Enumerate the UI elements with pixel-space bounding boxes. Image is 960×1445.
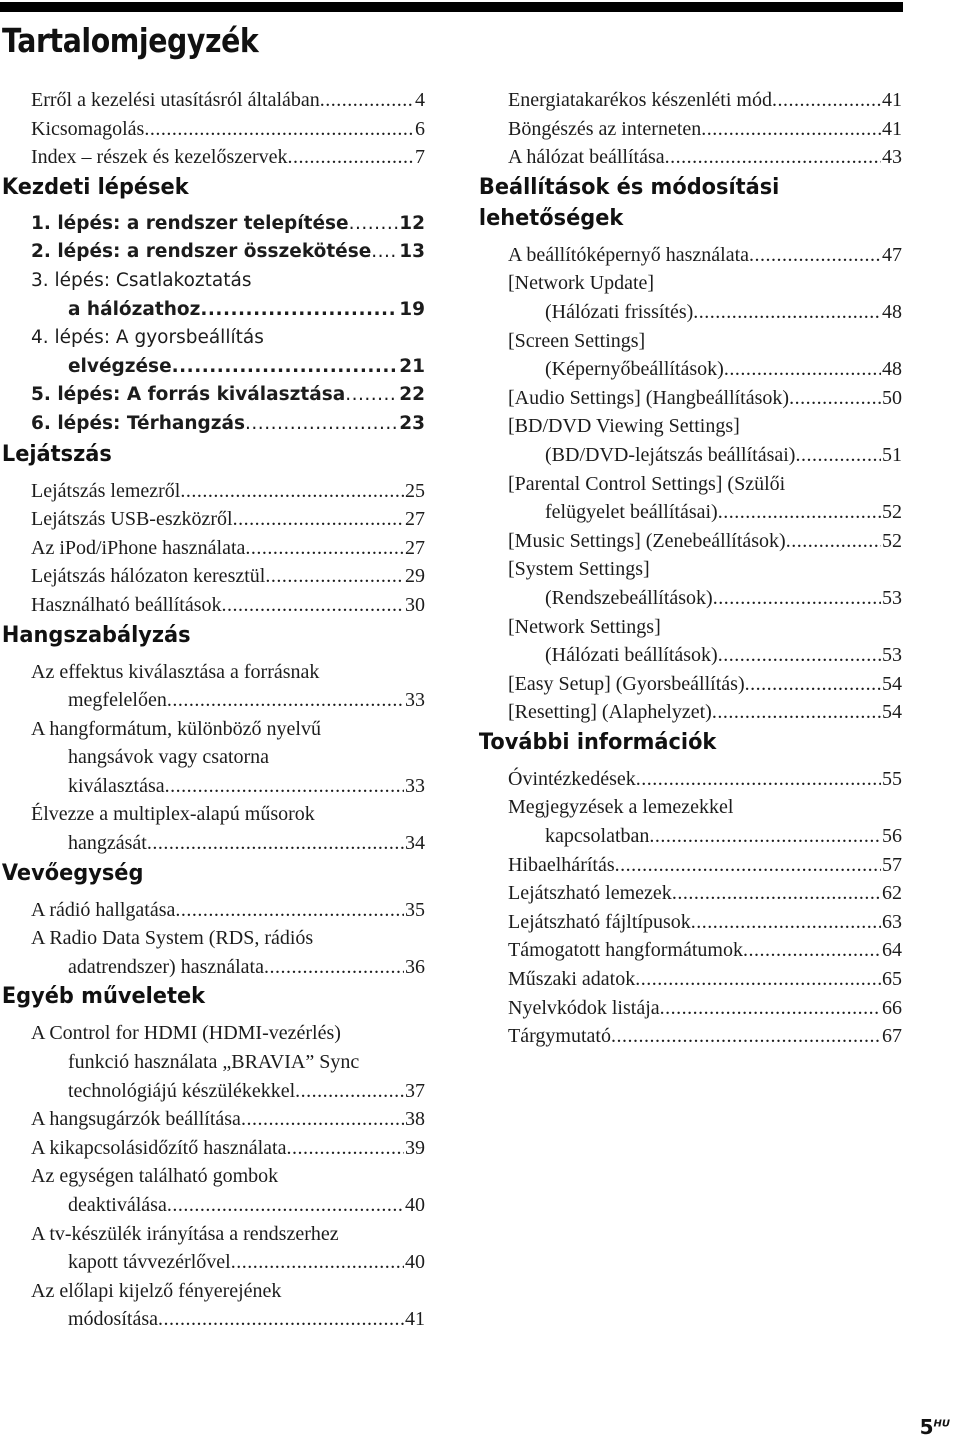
dot-leader: [158, 1305, 404, 1334]
dot-leader: [167, 1191, 404, 1220]
toc-entry[interactable]: [0, 477, 425, 506]
toc-entry[interactable]: [0, 1019, 425, 1105]
toc-entry[interactable]: [477, 269, 902, 326]
toc-entry[interactable]: [477, 1022, 902, 1051]
toc-entry[interactable]: [0, 410, 425, 439]
dot-leader: [795, 441, 881, 470]
toc-entry-text: 6. lépés: Térhangzás: [31, 412, 246, 434]
dot-leader: [615, 851, 881, 880]
dot-leader: [718, 641, 881, 670]
toc-entry-text: (BD/DVD-lejátszás beállításai): [545, 443, 796, 466]
toc-entry-text: [System Settings]: [508, 558, 650, 581]
toc-entry-text: A hálózat beállítása: [508, 146, 665, 169]
toc-page-number: 53: [882, 586, 902, 609]
page-number: [920, 1415, 950, 1439]
toc-entry-text: [BD/DVD Viewing Settings]: [508, 415, 740, 438]
toc-entry[interactable]: [477, 670, 902, 699]
toc-entry-text: [Audio Settings] (Hangbeállítások): [508, 386, 790, 409]
dot-leader: [286, 1134, 404, 1163]
toc-page-number: 30: [405, 593, 425, 616]
toc-entry[interactable]: [0, 238, 425, 267]
toc-entry[interactable]: [0, 267, 425, 324]
group-hang: [0, 658, 425, 858]
toc-entry-text: Kicsomagolás: [31, 117, 145, 140]
dot-leader: [786, 527, 881, 556]
toc-page-number: 4: [415, 89, 425, 111]
toc-entry[interactable]: [0, 86, 425, 115]
toc-entry[interactable]: [477, 143, 902, 172]
dot-leader: [288, 143, 414, 172]
toc-entry-text: 4. lépés: A gyorsbeállítás: [31, 327, 264, 349]
toc-entry-text: Lejátszás hálózaton keresztül: [31, 565, 266, 588]
toc-entry-text: módosítása: [68, 1308, 158, 1331]
toc-page-number: 52: [882, 501, 902, 524]
toc-page-number: 6: [415, 117, 425, 140]
toc-entry[interactable]: [0, 715, 425, 801]
dot-leader: [144, 115, 414, 144]
dot-leader: [712, 698, 881, 727]
toc-page-number: 53: [882, 644, 902, 667]
toc-entry-text: Erről a kezelési utasításról általában: [31, 89, 320, 111]
toc-left-column: [0, 86, 425, 1334]
dot-leader: [749, 241, 881, 270]
toc-page-number: 55: [882, 767, 902, 790]
dot-leader: [691, 908, 881, 937]
dot-leader: [264, 953, 404, 982]
toc-entry-text: kapott távvezérlővel: [68, 1251, 231, 1274]
toc-page-number: 40: [405, 1251, 425, 1274]
dot-leader: [147, 829, 404, 858]
toc-entry[interactable]: [0, 800, 425, 857]
toc-entry[interactable]: [477, 965, 902, 994]
toc-page-number: 13: [399, 241, 425, 263]
section-heading-kezdeti: Kezdeti lépések: [1, 174, 189, 200]
toc-entry-text: Lejátszható lemezek: [508, 882, 672, 905]
toc-entry-text: A Radio Data System (RDS, rádiós: [31, 927, 314, 950]
dot-leader: [772, 86, 881, 115]
toc-entry-text: [Music Settings] (Zenebeállítások): [508, 529, 786, 552]
toc-entry[interactable]: [477, 555, 902, 612]
dot-leader: [713, 584, 881, 613]
group-cont: [477, 86, 902, 172]
dot-leader: [649, 822, 881, 851]
toc-entry[interactable]: [0, 1134, 425, 1163]
toc-entry[interactable]: [477, 412, 902, 469]
toc-entry-text: 2. lépés: a rendszer összekötése: [31, 241, 372, 263]
toc-entry[interactable]: [0, 591, 425, 620]
toc-page-number: 22: [399, 384, 425, 406]
toc-entry[interactable]: [477, 879, 902, 908]
section-heading-egyeb: Egyéb műveletek: [1, 984, 206, 1010]
toc-entry-text: Használható beállítások: [31, 593, 222, 616]
toc-entry-text: Böngészés az interneten: [508, 117, 702, 140]
toc-entry[interactable]: [0, 1277, 425, 1334]
toc-page-number: 51: [882, 443, 902, 466]
section-heading-tovabbi: További információk: [478, 729, 717, 755]
toc-page-number: 27: [405, 536, 425, 559]
toc-entry[interactable]: [477, 527, 902, 556]
toc-entry-text: Lejátszható fájltípusok: [508, 910, 691, 933]
dot-leader: [165, 772, 404, 801]
toc-page-number: 54: [882, 672, 902, 695]
section-heading-beall-1: Beállítások és módosítási: [478, 174, 780, 200]
toc-entry-text: (Képernyőbeállítások): [545, 358, 724, 381]
toc-entry[interactable]: [477, 241, 902, 270]
toc-entry[interactable]: [477, 994, 902, 1023]
toc-entry-text: [Network Update]: [508, 272, 655, 295]
toc-entry[interactable]: [477, 851, 902, 880]
section-heading-lejatszas: Lejátszás: [1, 441, 112, 467]
toc-entry[interactable]: [477, 115, 902, 144]
dot-leader: [701, 115, 881, 144]
page-lang: HU: [933, 1418, 950, 1430]
dot-leader: [349, 210, 399, 239]
toc-page-number: 35: [405, 898, 425, 921]
toc-page-number: 21: [399, 355, 425, 377]
toc-entry-text: Az egységen található gombok: [31, 1165, 279, 1188]
group-tovabbi: [477, 765, 902, 1051]
dot-leader: [241, 1105, 404, 1134]
toc-entry-text: elvégzése: [68, 355, 172, 377]
toc-entry[interactable]: [0, 505, 425, 534]
toc-page-number: 62: [882, 882, 902, 905]
toc-entry-text: (Hálózati beállítások): [545, 644, 718, 667]
toc-entry-text: A beállítóképernyő használata: [508, 243, 750, 266]
toc-page-number: 56: [882, 825, 902, 848]
dot-leader: [743, 936, 881, 965]
toc-page-number: 40: [405, 1194, 425, 1216]
toc-entry-text: 3. lépés: Csatlakoztatás: [31, 269, 252, 291]
toc-entry-text: [Easy Setup] (Gyorsbeállítás): [508, 672, 745, 695]
toc-entry-text: hangzását: [68, 832, 147, 855]
toc-entry-text: Élvezze a multiplex-alapú műsorok: [31, 803, 315, 826]
toc-page-number: 19: [399, 298, 425, 320]
toc-entry-text: Nyelvkódok listája: [508, 996, 660, 1019]
toc-entry[interactable]: [0, 143, 425, 172]
toc-entry-text: kiválasztása: [68, 774, 165, 797]
toc-entry-text: [Screen Settings]: [508, 329, 646, 352]
toc-entry[interactable]: [477, 327, 902, 384]
group-intro: [0, 86, 425, 172]
toc-entry-text: adatrendszer) használata: [68, 955, 264, 978]
dot-leader: [175, 896, 404, 925]
toc-entry-text: Az iPod/iPhone használata: [31, 536, 246, 559]
toc-entry-text: technológiájú készülékekkel: [68, 1079, 296, 1102]
toc-page-number: 27: [405, 508, 425, 531]
toc-entry-text: felügyelet beállításai): [545, 501, 718, 524]
dot-leader: [718, 498, 881, 527]
dot-leader: [693, 298, 881, 327]
toc-page-number: 33: [405, 689, 425, 712]
toc-entry-text: deaktiválása: [68, 1194, 167, 1216]
toc-page-number: 67: [882, 1025, 902, 1048]
toc-entry-text: A rádió hallgatása: [31, 898, 176, 921]
toc-entry-text: Energiatakarékos készenléti mód: [508, 89, 772, 111]
toc-entry-text: A hangsugárzók beállítása: [31, 1108, 241, 1131]
toc-page-number: 41: [405, 1308, 425, 1331]
dot-leader: [245, 534, 404, 563]
toc-page-number: 33: [405, 774, 425, 797]
dot-leader: [222, 591, 405, 620]
group-egyeb: [0, 1019, 425, 1334]
dot-leader: [245, 410, 398, 439]
toc-entry[interactable]: [0, 896, 425, 925]
toc-entry-text: A kikapcsolásidőzítő használata: [31, 1136, 287, 1159]
dot-leader: [167, 686, 404, 715]
dot-leader: [172, 353, 399, 382]
dot-leader: [200, 296, 398, 325]
toc-entry[interactable]: [477, 908, 902, 937]
toc-page-number: 7: [415, 146, 425, 169]
toc-entry-text: Támogatott hangformátumok: [508, 939, 743, 962]
toc-entry-text: Hibaelhárítás: [508, 853, 615, 876]
toc-entry-text: megfelelően: [68, 689, 167, 712]
toc-page-number: 47: [882, 243, 902, 266]
toc-entry-text: (Rendszebeállítások): [545, 586, 713, 609]
toc-page-number: 39: [405, 1136, 425, 1159]
toc-page-number: 36: [405, 955, 425, 978]
dot-leader: [635, 965, 881, 994]
toc-page-number: 64: [882, 939, 902, 962]
toc-entry-text: Index – részek és kezelőszervek: [31, 146, 288, 169]
toc-page-number: 48: [882, 300, 902, 323]
toc-page-number: 50: [882, 386, 902, 409]
toc-entry[interactable]: [0, 324, 425, 381]
toc-entry-text: A Control for HDMI (HDMI-vezérlés): [31, 1022, 341, 1045]
toc-entry[interactable]: [477, 384, 902, 413]
group-kezdeti: [0, 210, 425, 439]
dot-leader: [724, 355, 881, 384]
section-heading-vevo: Vevőegység: [1, 860, 144, 886]
toc-entry-text: Tárgymutató: [508, 1025, 611, 1048]
toc-entry-text: Az előlapi kijelző fényerejének: [31, 1279, 282, 1302]
toc-entry-text: (Hálózati frissítés): [545, 300, 694, 323]
toc-entry[interactable]: [0, 115, 425, 144]
toc-entry-text: Műszaki adatok: [508, 968, 636, 991]
toc-entry-text: [Network Settings]: [508, 615, 661, 638]
dot-leader: [345, 381, 398, 410]
dot-leader: [672, 879, 881, 908]
toc-entry-text: [Parental Control Settings] (Szülői: [508, 472, 786, 495]
group-beall: [477, 241, 902, 727]
toc-entry[interactable]: [0, 381, 425, 410]
toc-entry-text: Lejátszás USB-eszközről: [31, 508, 233, 531]
toc-entry-text: A tv-készülék irányítása a rendszerhez: [31, 1222, 339, 1245]
toc-page-number: 38: [405, 1108, 425, 1131]
group-lejatszas: [0, 477, 425, 620]
dot-leader: [320, 86, 414, 115]
dot-leader: [636, 765, 881, 794]
dot-leader: [231, 1248, 404, 1277]
toc-entry-text: funkció használata „BRAVIA” Sync: [68, 1051, 360, 1074]
toc-entry[interactable]: [0, 210, 425, 239]
toc-entry-text: [Resetting] (Alaphelyzet): [508, 701, 712, 724]
section-heading-hang: Hangszabályzás: [1, 622, 191, 648]
toc-entry[interactable]: [0, 1105, 425, 1134]
toc-entry[interactable]: [477, 470, 902, 527]
toc-entry[interactable]: [0, 924, 425, 981]
dot-leader: [233, 505, 404, 534]
toc-entry[interactable]: [0, 534, 425, 563]
toc-page-number: 48: [882, 358, 902, 381]
toc-page-number: 25: [405, 479, 425, 502]
dot-leader: [295, 1077, 404, 1106]
group-vevo: [0, 896, 425, 982]
toc-page-number: 66: [882, 996, 902, 1019]
toc-entry-text: 5. lépés: A forrás kiválasztása: [31, 384, 346, 406]
toc-page-number: 65: [882, 968, 902, 991]
toc-entry-text: hangsávok vagy csatorna: [68, 746, 270, 769]
toc-right-column: [477, 86, 902, 1051]
page-title: Tartalomjegyzék: [2, 21, 259, 60]
toc-entry[interactable]: [477, 765, 902, 794]
toc-page-number: 41: [882, 89, 902, 111]
toc-entry[interactable]: [477, 613, 902, 670]
toc-entry-text: Megjegyzések a lemezekkel: [508, 796, 734, 819]
dot-leader: [180, 477, 404, 506]
toc-entry[interactable]: [477, 86, 902, 115]
dot-leader: [371, 238, 398, 267]
toc-entry[interactable]: [0, 562, 425, 591]
toc-page-number: 54: [882, 701, 902, 724]
toc-page-number: 12: [399, 212, 425, 234]
dot-leader: [660, 994, 881, 1023]
toc-entry[interactable]: [477, 698, 902, 727]
toc-page-number: 43: [882, 146, 902, 169]
dot-leader: [265, 562, 404, 591]
toc-page-number: 57: [882, 853, 902, 876]
toc-page-number: 37: [405, 1079, 425, 1102]
toc-entry[interactable]: [0, 658, 425, 715]
toc-page-number: 63: [882, 910, 902, 933]
page-number-value: 5: [919, 1415, 934, 1439]
toc-entry-text: 1. lépés: a rendszer telepítése: [31, 212, 349, 234]
toc-page-number: 23: [399, 412, 425, 434]
toc-entry-text: a hálózathoz: [68, 298, 201, 320]
dot-leader: [665, 143, 881, 172]
toc-entry-text: Az effektus kiválasztása a forrásnak: [31, 660, 320, 683]
toc-entry[interactable]: [477, 936, 902, 965]
dot-leader: [611, 1022, 881, 1051]
toc-page-number: 52: [882, 529, 902, 552]
toc-entry[interactable]: [0, 1220, 425, 1277]
toc-entry-text: kapcsolatban: [545, 825, 650, 848]
toc-page-number: 34: [405, 832, 425, 855]
toc-page-number: 29: [405, 565, 425, 588]
toc-entry[interactable]: [0, 1162, 425, 1219]
toc-entry-text: Lejátszás lemezről: [31, 479, 181, 502]
section-heading-beall-2: lehetőségek: [478, 205, 624, 231]
dot-leader: [789, 384, 881, 413]
toc-entry[interactable]: [477, 793, 902, 850]
top-rule: [0, 2, 903, 12]
toc-page-number: 41: [882, 117, 902, 140]
toc-entry-text: Óvintézkedések: [508, 767, 636, 790]
toc-entry-text: A hangformátum, különböző nyelvű: [31, 717, 321, 740]
dot-leader: [745, 670, 881, 699]
